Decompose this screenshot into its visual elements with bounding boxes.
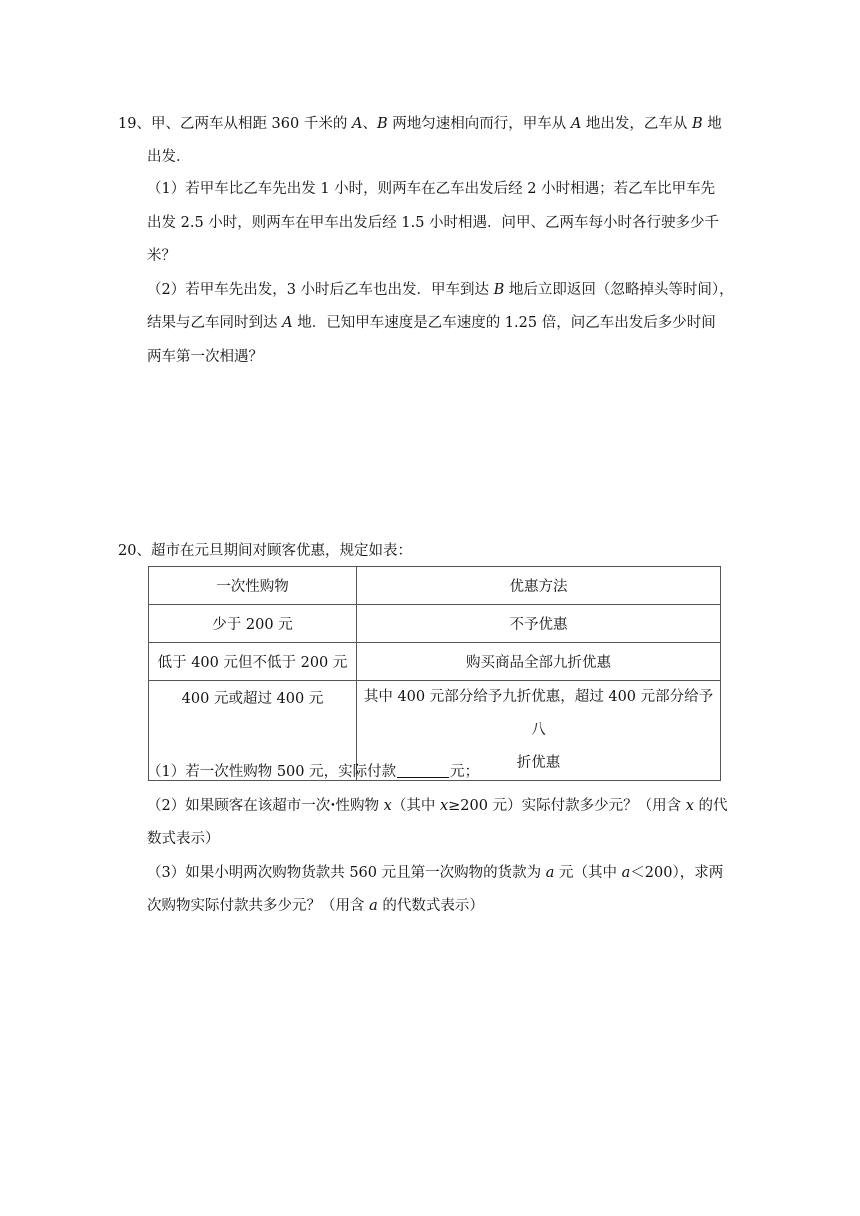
stray-dot: • <box>330 801 336 811</box>
q19-line-2: 出发． <box>147 149 191 165</box>
var-x-label: x <box>685 798 694 814</box>
table-cell: 少于 200 元 <box>149 605 357 643</box>
q20-text: 次购物实际付款共多少元？（用含 <box>147 898 370 914</box>
answer-blank <box>397 763 449 778</box>
q19-part1-line-3: 米？ <box>147 248 176 264</box>
q20-intro: 20、超市在元旦期间对顾客优惠，规定如表： <box>118 543 412 559</box>
var-a-label: A <box>282 315 293 331</box>
q19-part2-line-2 <box>147 313 716 333</box>
q20-part3-line-1 <box>147 863 723 883</box>
q20-text: ≥200 元）实际付款多少元？（用含 <box>448 798 686 814</box>
q19-text: 结果与乙车同时到达 <box>147 315 283 331</box>
var-a-label: A <box>570 116 582 132</box>
q20-part2-line-2: 数式表示） <box>147 831 220 847</box>
q20-part2-line-1 <box>147 796 727 816</box>
q20-text: 的代 <box>693 798 728 814</box>
q19-text: 地出发，乙车从 <box>581 116 693 132</box>
var-a-label: A <box>351 116 363 132</box>
discount-table <box>148 566 721 781</box>
q19-line-1 <box>118 114 722 134</box>
q20-text: 元； <box>450 764 480 780</box>
q20-text: （1）若一次性购物 500 元，实际付款 <box>147 764 397 780</box>
q20-part1 <box>147 762 479 782</box>
table-cell-line: 其中 400 元部分给予九折优惠，超过 400 元部分给予八 <box>363 689 714 738</box>
q20-text: （3）如果小明两次购物货款共 560 元且第一次购物的货款为 <box>147 865 546 881</box>
q20-text: （其中 <box>391 798 440 814</box>
q19-part1-line-2: 出发 2.5 小时，则两车在甲车出发后经 1.5 小时相遇．问甲、乙两车每小时各行驶多少千 <box>147 215 720 231</box>
table-cell: 低于 400 元但不低于 200 元 <box>149 643 357 681</box>
q20-part3-line-2 <box>147 896 484 916</box>
q19-text: 地．已知甲车速度是乙车速度的 1.25 倍，问乙车出发后多少时间 <box>292 315 716 331</box>
var-b-label: B <box>692 116 703 132</box>
var-x-label: x <box>439 798 449 814</box>
var-a-lower-label: a <box>621 865 631 881</box>
q20-text: ＜200），求两 <box>630 865 724 881</box>
table-cell: 400 元或超过 400 元 <box>149 681 357 781</box>
q20-text: 元（其中 <box>554 865 622 881</box>
q20-text: （2）如果顾客在该超市一次 <box>147 798 331 814</box>
q19-text: 19、甲、乙两车从相距 360 千米的 <box>118 116 352 132</box>
var-x-label: x <box>383 798 392 814</box>
table-header-cell: 优惠方法 <box>357 567 721 605</box>
q20-text: 性购物 <box>335 798 384 814</box>
q19-text: 地 <box>702 116 722 132</box>
q19-part2-line-3: 两车第一次相遇？ <box>147 349 263 365</box>
q19-text: 、 <box>362 116 377 132</box>
table-header-row <box>149 567 721 605</box>
table-row <box>149 643 721 681</box>
q19-text: 两地匀速相向而行，甲车从 <box>387 116 571 132</box>
q19-text: （2）若甲车先出发，3 小时后乙车也出发．甲车到达 <box>147 282 494 298</box>
table-cell: 购买商品全部九折优惠 <box>357 643 721 681</box>
q19-part1-line-1: （1）若甲车比乙车先出发 1 小时，则两车在乙车出发后经 2 小时相遇；若乙车比甲车先 <box>147 181 716 197</box>
var-a-lower-label: a <box>369 898 378 914</box>
table-cell-line: 折优惠 <box>516 755 561 771</box>
table-row <box>149 605 721 643</box>
table-header-cell: 一次性购物 <box>149 567 357 605</box>
q20-text: 的代数式表示） <box>377 898 484 914</box>
var-a-lower-label: a <box>545 865 555 881</box>
q19-text: 地后立即返回（忽略掉头等时间）， <box>504 282 734 298</box>
var-b-label: B <box>493 282 505 298</box>
var-b-label: B <box>376 116 388 132</box>
q19-part2-line-1 <box>147 280 734 300</box>
table-cell: 不予优惠 <box>357 605 721 643</box>
